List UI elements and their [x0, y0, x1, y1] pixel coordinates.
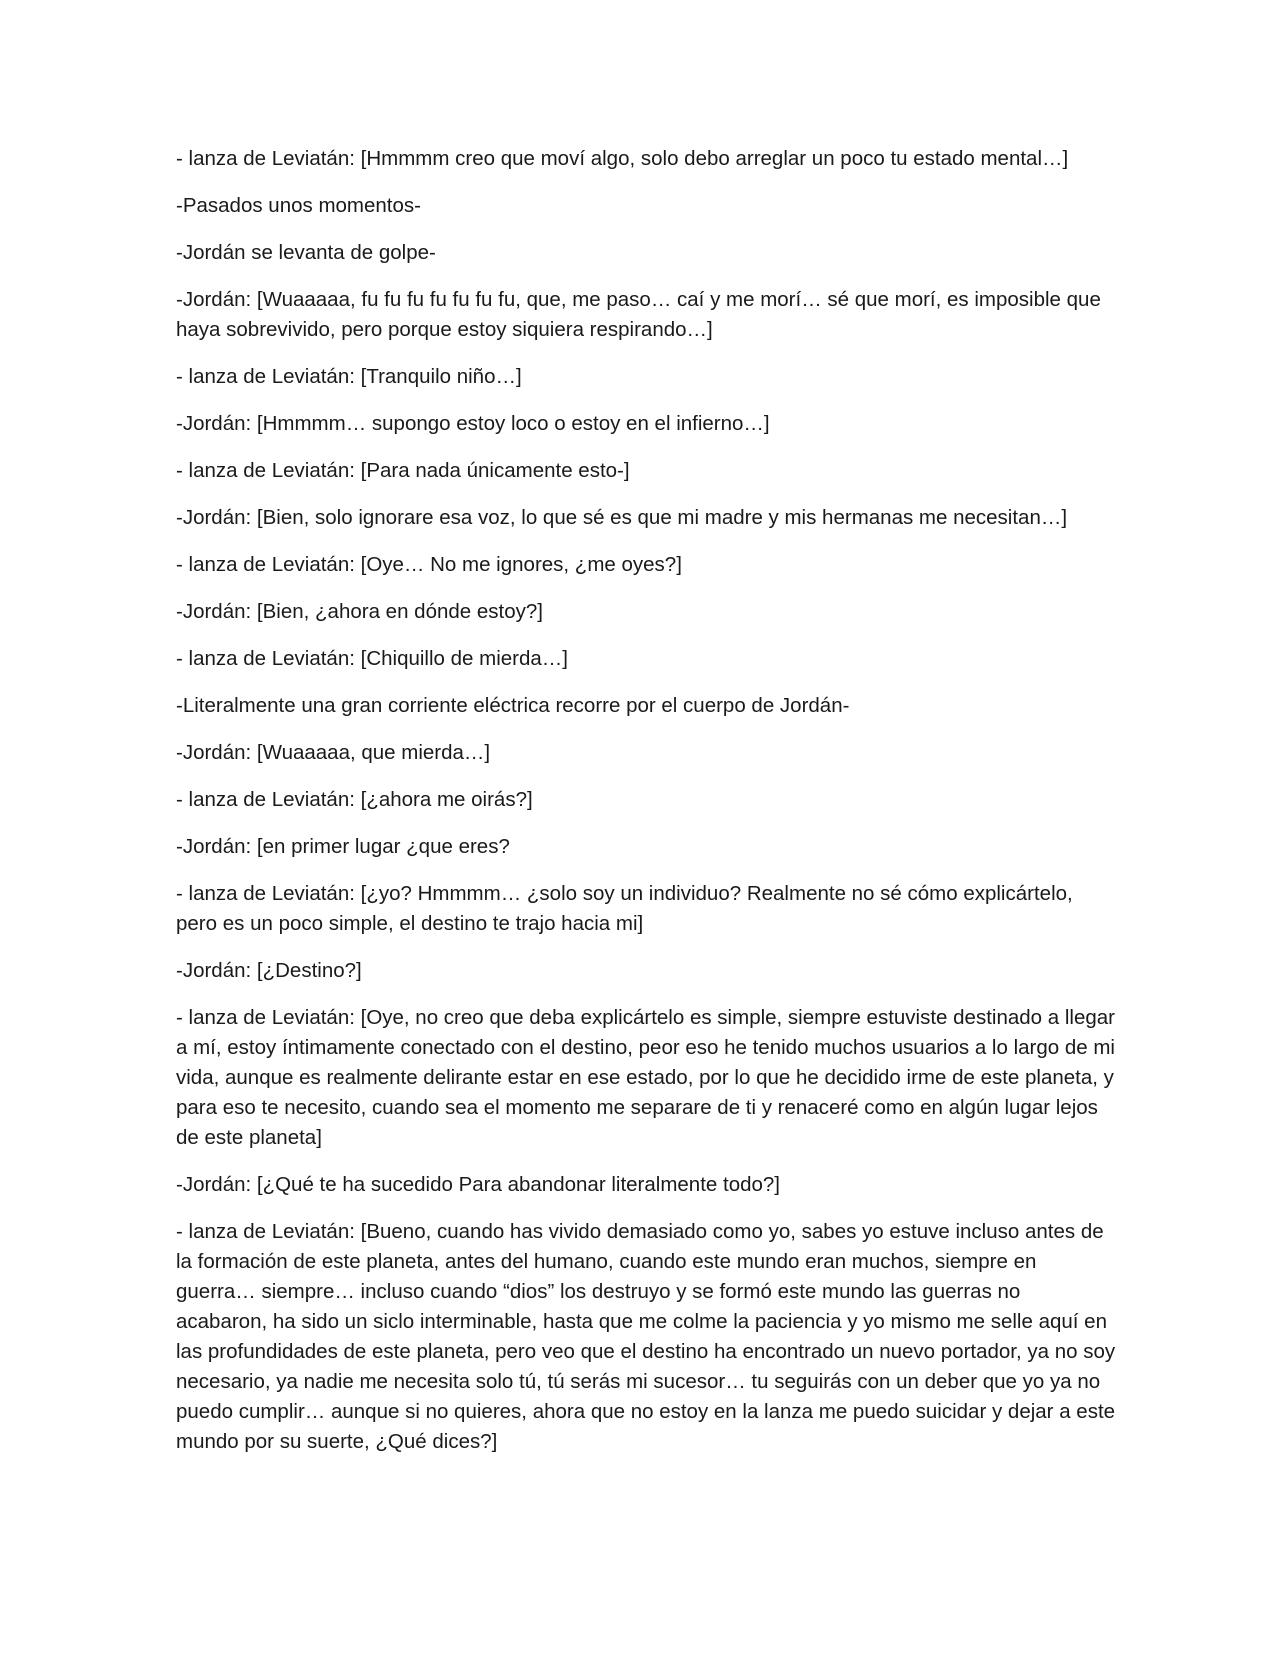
document-body — [176, 144, 1116, 1474]
paragraph: -Jordán: [Wuaaaaa, fu fu fu fu fu fu fu, que, me paso… caí y me morí… sé que morí, es imposible que haya sobrevivido, pero porque estoy siquiera respirando…] — [176, 288, 1101, 341]
paragraph: -Pasados unos momentos- — [176, 194, 421, 217]
paragraph: -Jordán: [Bien, ¿ahora en dónde estoy?] — [176, 600, 543, 623]
paragraph: - lanza de Leviatán: [Tranquilo niño…] — [176, 365, 522, 388]
paragraph: -Jordán: [Wuaaaaa, que mierda…] — [176, 741, 491, 764]
paragraph: - lanza de Leviatán: [Oye… No me ignores, ¿me oyes?] — [176, 553, 682, 576]
paragraph: -Jordán: [en primer lugar ¿que eres? — [176, 835, 510, 858]
paragraph: -Jordán: [Bien, solo ignorare esa voz, lo que sé es que mi madre y mis hermanas me necesitan…] — [176, 506, 1068, 529]
paragraph: - lanza de Leviatán: [Chiquillo de mierda…] — [176, 647, 568, 670]
paragraph: - lanza de Leviatán: [¿yo? Hmmmm… ¿solo soy un individuo? Realmente no sé cómo explicártelo, pero es un poco simple, el destino te trajo hacia mi] — [176, 882, 1073, 935]
paragraph: -Literalmente una gran corriente eléctrica recorre por el cuerpo de Jordán- — [176, 694, 850, 717]
paragraph: - lanza de Leviatán: [Hmmmm creo que moví algo, solo debo arreglar un poco tu estado mental…] — [176, 147, 1069, 170]
paragraph: - lanza de Leviatán: [¿ahora me oirás?] — [176, 788, 533, 811]
paragraph: -Jordán: [¿Destino?] — [176, 959, 362, 982]
paragraph: -Jordán: [¿Qué te ha sucedido Para abandonar literalmente todo?] — [176, 1173, 780, 1196]
paragraph: - lanza de Leviatán: [Para nada únicamente esto-] — [176, 459, 630, 482]
paragraph: -Jordán se levanta de golpe- — [176, 241, 436, 264]
paragraph: -Jordán: [Hmmmm… supongo estoy loco o estoy en el infierno…] — [176, 412, 770, 435]
paragraph: - lanza de Leviatán: [Oye, no creo que deba explicártelo es simple, siempre estuviste destinado a llegar a mí, estoy íntimamente conectado con el destino, peor eso he tenido muchos usuarios a lo largo de mi vida, aunque es realmente delirante estar en ese estado, por lo que he decidido irme de este planeta, y para eso te necesito, cuando sea el momento me separare de ti y renaceré como en algún lugar lejos de este planeta] — [176, 1006, 1115, 1149]
paragraph: - lanza de Leviatán: [Bueno, cuando has vivido demasiado como yo, sabes yo estuve incluso antes de la formación de este planeta, antes del humano, cuando este mundo eran muchos, siempre en guerra… siempre… incluso cuando “dios” los destruyo y se formó este mundo las guerras no acabaron, ha sido un siclo interminable, hasta que me colme la paciencia y yo mismo me selle aquí en las profundidades de este planeta, pero veo que el destino ha encontrado un nuevo portador, ya no soy necesario, ya nadie me necesita solo tú, tú serás mi sucesor… tu seguirás con un deber que yo ya no puedo cumplir… aunque si no quieres, ahora que no estoy en la lanza me puedo suicidar y dejar a este mundo por su suerte, ¿Qué dices?] — [176, 1220, 1116, 1453]
